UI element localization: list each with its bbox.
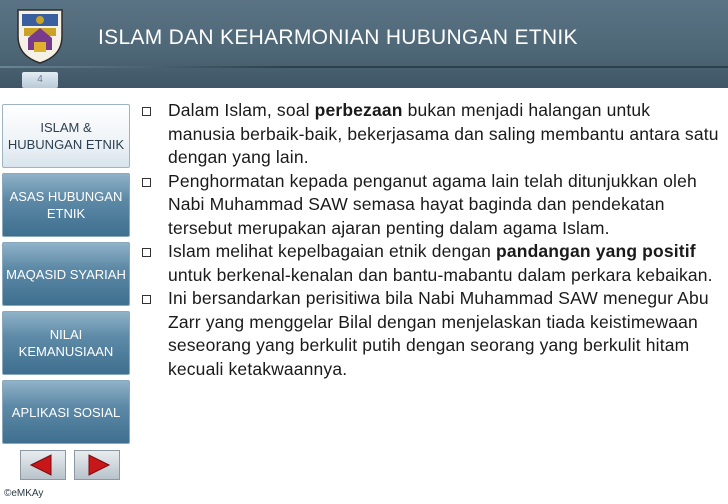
header-divider	[0, 66, 728, 68]
square-bullet-icon	[142, 107, 151, 116]
next-slide-button[interactable]	[74, 450, 120, 480]
slide-navigation	[20, 450, 120, 480]
copyright-text: ©eMKAy	[4, 488, 44, 499]
page-number: 4	[22, 72, 58, 88]
previous-slide-button[interactable]	[20, 450, 66, 480]
university-crest-icon	[14, 6, 66, 64]
slide-content	[140, 99, 720, 381]
bullet-item: Islam melihat kepelbagaian etnik dengan pandangan yang positif untuk berkenal-kenalan dan bantu-mabantu dalam perkara kebaikan.	[140, 240, 720, 287]
bullet-item: Dalam Islam, soal perbezaan bukan menjadi halangan untuk manusia berbaik-baik, bekerjasama dan saling membantu antara satu dengan yang lain.	[140, 99, 720, 170]
sidebar-item-asas-hubungan-etnik[interactable]	[2, 173, 130, 237]
page-title: ISLAM DAN KEHARMONIAN HUBUNGAN ETNIK	[98, 26, 578, 49]
header-bar	[0, 0, 728, 88]
sidebar-item-aplikasi-sosial[interactable]	[2, 380, 130, 444]
sidebar-item-label: APLIKASI SOSIAL	[11, 404, 121, 420]
bullet-item: Ini bersandarkan perisitiwa bila Nabi Muhammad SAW menegur Abu Zarr yang menggelar Bilal dengan menjelaskan tiada keistimewaan seseorang yang berkulit putih dengan seorang yang berkulit hitam kecuali ketakwaannya.	[140, 287, 720, 381]
sidebar-item-maqasid-syariah[interactable]	[2, 242, 130, 306]
square-bullet-icon	[142, 295, 151, 304]
sidebar-item-label: ASAS HUBUNGAN ETNIK	[9, 189, 123, 221]
left-arrow-icon	[21, 451, 65, 479]
sidebar-item-label: ISLAM & HUBUNGAN ETNIK	[7, 120, 125, 152]
sidebar-item-label: MAQASID SYARIAH	[6, 266, 126, 282]
square-bullet-icon	[142, 178, 151, 187]
sidebar-item-nilai-kemanusiaan[interactable]	[2, 311, 130, 375]
right-arrow-icon	[75, 451, 119, 479]
bullet-item: Penghormatan kepada penganut agama lain telah ditunjukkan oleh Nabi Muhammad SAW semasa hayat baginda dan pendekatan tersebut merupakan ajaran penting dalam agama Islam.	[140, 170, 720, 241]
sidebar-item-islam-hubungan-etnik[interactable]	[2, 104, 130, 168]
sidebar-item-label: NILAI KEMANUSIAAN	[18, 327, 114, 359]
square-bullet-icon	[142, 248, 151, 257]
sidebar-nav	[0, 88, 133, 504]
